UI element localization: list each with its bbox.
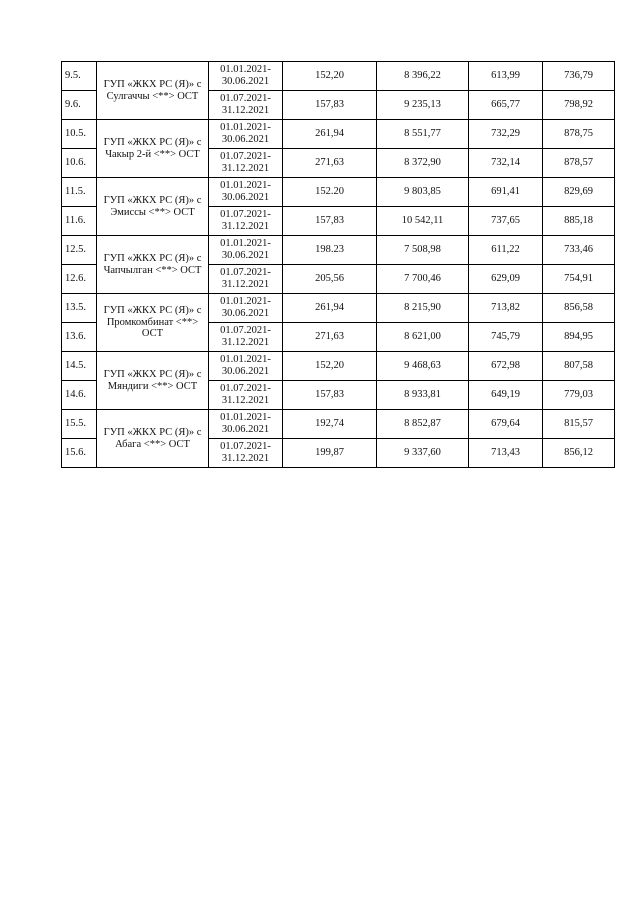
value-1: 152,20 — [283, 62, 377, 91]
value-1: 152.20 — [283, 178, 377, 207]
value-1: 271,63 — [283, 323, 377, 352]
value-2: 9 235,13 — [377, 91, 469, 120]
value-4: 829,69 — [543, 178, 615, 207]
row-number: 15.5. — [62, 410, 97, 439]
value-3: 679,64 — [469, 410, 543, 439]
period-range: 01.01.2021-30.06.2021 — [209, 410, 283, 439]
value-3: 691,41 — [469, 178, 543, 207]
period-range: 01.01.2021-30.06.2021 — [209, 294, 283, 323]
table-row — [62, 352, 615, 381]
value-2: 7 508,98 — [377, 236, 469, 265]
organization-name: ГУП «ЖКХ РС (Я)» с Сулгаччы <**> ОСТ — [97, 62, 209, 120]
value-3: 713,82 — [469, 294, 543, 323]
row-number: 12.5. — [62, 236, 97, 265]
organization-name: ГУП «ЖКХ РС (Я)» с Чапчылган <**> ОСТ — [97, 236, 209, 294]
table-row — [62, 120, 615, 149]
value-2: 9 803,85 — [377, 178, 469, 207]
value-1: 157,83 — [283, 91, 377, 120]
period-range: 01.01.2021-30.06.2021 — [209, 236, 283, 265]
row-number: 9.6. — [62, 91, 97, 120]
value-2: 8 396,22 — [377, 62, 469, 91]
period-range: 01.07.2021-31.12.2021 — [209, 265, 283, 294]
period-range: 01.01.2021-30.06.2021 — [209, 120, 283, 149]
period-range: 01.07.2021-31.12.2021 — [209, 323, 283, 352]
value-3: 629,09 — [469, 265, 543, 294]
period-range: 01.01.2021-30.06.2021 — [209, 178, 283, 207]
organization-name: ГУП «ЖКХ РС (Я)» с Эмиссы <**> ОСТ — [97, 178, 209, 236]
tariff-table — [61, 61, 615, 468]
row-number: 10.5. — [62, 120, 97, 149]
period-range: 01.01.2021-30.06.2021 — [209, 62, 283, 91]
value-4: 815,57 — [543, 410, 615, 439]
value-4: 856,58 — [543, 294, 615, 323]
row-number: 10.6. — [62, 149, 97, 178]
value-3: 737,65 — [469, 207, 543, 236]
period-range: 01.07.2021-31.12.2021 — [209, 91, 283, 120]
value-1: 261,94 — [283, 120, 377, 149]
table-row — [62, 178, 615, 207]
row-number: 9.5. — [62, 62, 97, 91]
row-number: 11.5. — [62, 178, 97, 207]
organization-name: ГУП «ЖКХ РС (Я)» с Промкомбинат <**> ОСТ — [97, 294, 209, 352]
table-row — [62, 236, 615, 265]
period-range: 01.01.2021-30.06.2021 — [209, 352, 283, 381]
value-4: 754,91 — [543, 265, 615, 294]
value-1: 192,74 — [283, 410, 377, 439]
value-3: 672,98 — [469, 352, 543, 381]
table-body — [62, 62, 615, 468]
value-1: 157,83 — [283, 207, 377, 236]
value-1: 271,63 — [283, 149, 377, 178]
value-2: 8 852,87 — [377, 410, 469, 439]
period-range: 01.07.2021-31.12.2021 — [209, 439, 283, 468]
table-row — [62, 62, 615, 91]
value-1: 198.23 — [283, 236, 377, 265]
value-2: 8 372,90 — [377, 149, 469, 178]
value-2: 9 337,60 — [377, 439, 469, 468]
period-range: 01.07.2021-31.12.2021 — [209, 207, 283, 236]
value-2: 8 933,81 — [377, 381, 469, 410]
value-2: 8 215,90 — [377, 294, 469, 323]
value-4: 779,03 — [543, 381, 615, 410]
value-1: 199,87 — [283, 439, 377, 468]
value-1: 205,56 — [283, 265, 377, 294]
value-3: 613,99 — [469, 62, 543, 91]
value-3: 665,77 — [469, 91, 543, 120]
value-2: 10 542,11 — [377, 207, 469, 236]
value-4: 736,79 — [543, 62, 615, 91]
period-range: 01.07.2021-31.12.2021 — [209, 149, 283, 178]
value-4: 885,18 — [543, 207, 615, 236]
value-2: 8 621,00 — [377, 323, 469, 352]
organization-name: ГУП «ЖКХ РС (Я)» с Абага <**> ОСТ — [97, 410, 209, 468]
value-4: 894,95 — [543, 323, 615, 352]
value-4: 878,75 — [543, 120, 615, 149]
row-number: 12.6. — [62, 265, 97, 294]
table-row — [62, 294, 615, 323]
row-number: 14.6. — [62, 381, 97, 410]
value-2: 7 700,46 — [377, 265, 469, 294]
organization-name: ГУП «ЖКХ РС (Я)» с Мяндиги <**> ОСТ — [97, 352, 209, 410]
value-4: 798,92 — [543, 91, 615, 120]
value-4: 733,46 — [543, 236, 615, 265]
table-row — [62, 410, 615, 439]
row-number: 14.5. — [62, 352, 97, 381]
value-3: 713,43 — [469, 439, 543, 468]
row-number: 13.6. — [62, 323, 97, 352]
row-number: 13.5. — [62, 294, 97, 323]
value-3: 611,22 — [469, 236, 543, 265]
row-number: 15.6. — [62, 439, 97, 468]
value-1: 152,20 — [283, 352, 377, 381]
value-3: 649,19 — [469, 381, 543, 410]
value-2: 9 468,63 — [377, 352, 469, 381]
value-2: 8 551,77 — [377, 120, 469, 149]
value-1: 261,94 — [283, 294, 377, 323]
value-3: 745,79 — [469, 323, 543, 352]
value-4: 856,12 — [543, 439, 615, 468]
period-range: 01.07.2021-31.12.2021 — [209, 381, 283, 410]
value-3: 732,14 — [469, 149, 543, 178]
row-number: 11.6. — [62, 207, 97, 236]
value-3: 732,29 — [469, 120, 543, 149]
organization-name: ГУП «ЖКХ РС (Я)» с Чакыр 2-й <**> ОСТ — [97, 120, 209, 178]
value-4: 878,57 — [543, 149, 615, 178]
value-1: 157,83 — [283, 381, 377, 410]
value-4: 807,58 — [543, 352, 615, 381]
